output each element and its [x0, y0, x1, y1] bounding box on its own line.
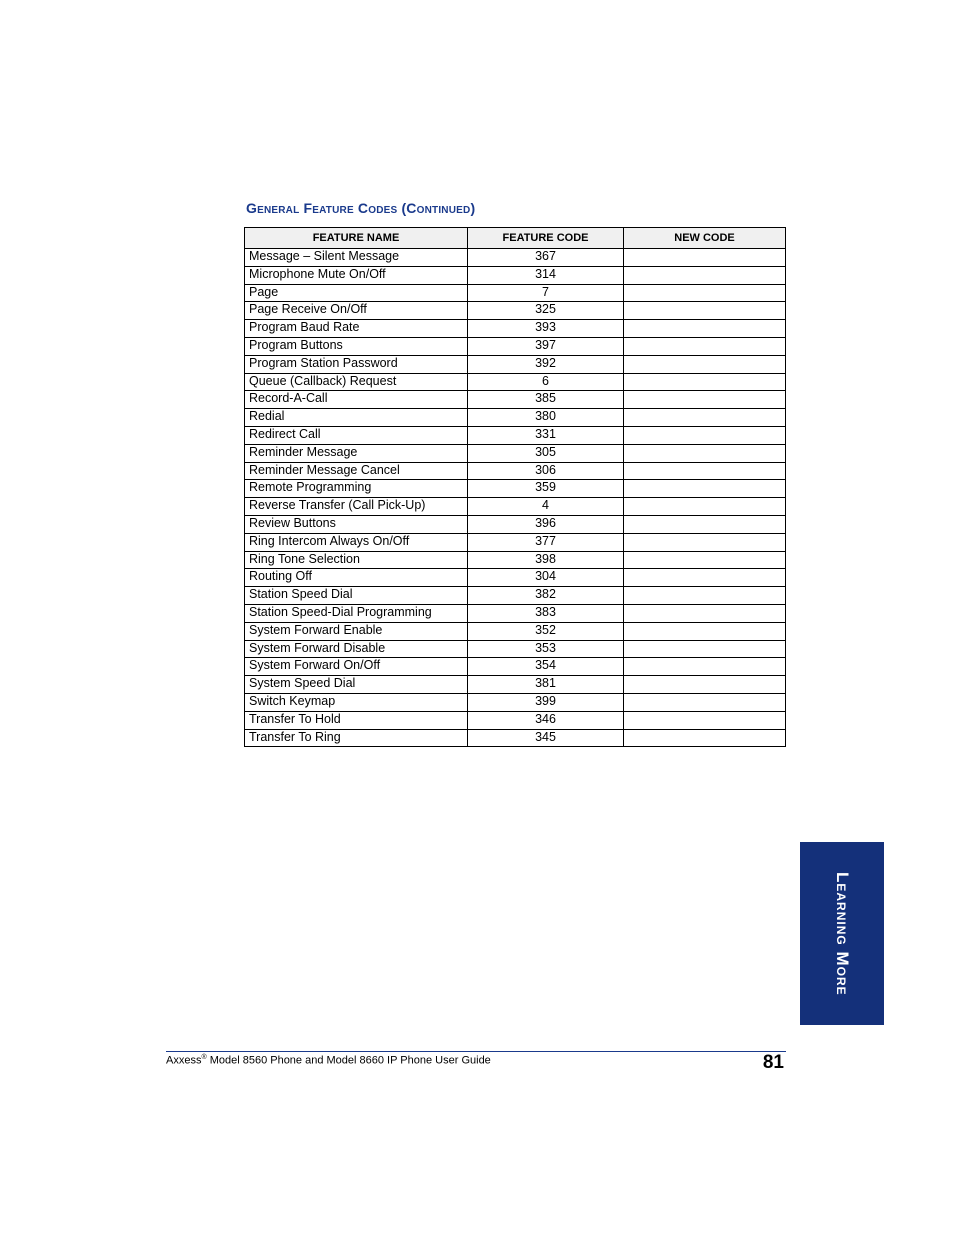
feature-code-cell: 325 — [468, 302, 624, 320]
feature-name-cell: Page Receive On/Off — [245, 302, 468, 320]
feature-code-cell: 345 — [468, 729, 624, 747]
table-row — [245, 373, 786, 391]
footer-divider — [166, 1051, 786, 1052]
table-row — [245, 693, 786, 711]
feature-name-cell: Reminder Message — [245, 444, 468, 462]
feature-code-cell: 377 — [468, 533, 624, 551]
new-code-cell — [624, 249, 786, 267]
registered-mark: ® — [201, 1054, 207, 1061]
table-row — [245, 640, 786, 658]
new-code-cell — [624, 426, 786, 444]
column-header-new-code: NEW CODE — [624, 228, 786, 249]
feature-code-cell: 304 — [468, 569, 624, 587]
table-row — [245, 587, 786, 605]
feature-name-cell: Page — [245, 284, 468, 302]
feature-code-cell: 354 — [468, 658, 624, 676]
feature-code-cell: 353 — [468, 640, 624, 658]
column-header-feature-name: FEATURE NAME — [245, 228, 468, 249]
feature-code-cell: 4 — [468, 498, 624, 516]
table-row — [245, 426, 786, 444]
footer-guide-name: Model 8560 Phone and Model 8660 IP Phone User Guide — [206, 1054, 491, 1067]
section-side-tab — [800, 842, 884, 1025]
table-row — [245, 604, 786, 622]
feature-name-cell: Microphone Mute On/Off — [245, 266, 468, 284]
table-row — [245, 462, 786, 480]
feature-name-cell: Program Buttons — [245, 337, 468, 355]
feature-name-cell: System Forward On/Off — [245, 658, 468, 676]
feature-code-cell: 385 — [468, 391, 624, 409]
new-code-cell — [624, 320, 786, 338]
feature-name-cell: Message – Silent Message — [245, 249, 468, 267]
new-code-cell — [624, 462, 786, 480]
new-code-cell — [624, 284, 786, 302]
table-row — [245, 515, 786, 533]
column-header-feature-code: FEATURE CODE — [468, 228, 624, 249]
feature-code-cell: 331 — [468, 426, 624, 444]
new-code-cell — [624, 533, 786, 551]
feature-code-cell: 367 — [468, 249, 624, 267]
table-row — [245, 409, 786, 427]
table-row — [245, 337, 786, 355]
feature-code-cell: 306 — [468, 462, 624, 480]
table-row — [245, 302, 786, 320]
new-code-cell — [624, 266, 786, 284]
new-code-cell — [624, 640, 786, 658]
new-code-cell — [624, 302, 786, 320]
table-row — [245, 249, 786, 267]
side-tab-label: Learning More — [833, 871, 852, 996]
feature-name-cell: Transfer To Hold — [245, 711, 468, 729]
feature-name-cell: Station Speed-Dial Programming — [245, 604, 468, 622]
table-row — [245, 622, 786, 640]
feature-name-cell: Remote Programming — [245, 480, 468, 498]
table-row — [245, 480, 786, 498]
table-row — [245, 284, 786, 302]
feature-name-cell: Program Baud Rate — [245, 320, 468, 338]
table-row — [245, 658, 786, 676]
new-code-cell — [624, 515, 786, 533]
feature-code-cell: 381 — [468, 676, 624, 694]
new-code-cell — [624, 355, 786, 373]
feature-code-cell: 399 — [468, 693, 624, 711]
feature-code-cell: 359 — [468, 480, 624, 498]
feature-code-cell: 352 — [468, 622, 624, 640]
feature-code-cell: 392 — [468, 355, 624, 373]
feature-name-cell: Ring Intercom Always On/Off — [245, 533, 468, 551]
feature-name-cell: Program Station Password — [245, 355, 468, 373]
feature-name-cell: Ring Tone Selection — [245, 551, 468, 569]
feature-name-cell: Transfer To Ring — [245, 729, 468, 747]
table-row — [245, 355, 786, 373]
table-row — [245, 391, 786, 409]
table-row — [245, 498, 786, 516]
footer-guide-title — [166, 1054, 491, 1067]
table-header-row — [245, 228, 786, 249]
table-row — [245, 676, 786, 694]
feature-name-cell: Reverse Transfer (Call Pick-Up) — [245, 498, 468, 516]
table-row — [245, 729, 786, 747]
new-code-cell — [624, 587, 786, 605]
new-code-cell — [624, 622, 786, 640]
new-code-cell — [624, 337, 786, 355]
page-number: 81 — [762, 1052, 784, 1073]
new-code-cell — [624, 391, 786, 409]
feature-codes-table — [244, 227, 786, 747]
feature-name-cell: Routing Off — [245, 569, 468, 587]
table-row — [245, 444, 786, 462]
new-code-cell — [624, 658, 786, 676]
feature-name-cell: Redirect Call — [245, 426, 468, 444]
feature-code-cell: 305 — [468, 444, 624, 462]
new-code-cell — [624, 409, 786, 427]
table-body — [245, 249, 786, 747]
new-code-cell — [624, 498, 786, 516]
feature-code-cell: 346 — [468, 711, 624, 729]
feature-code-cell: 380 — [468, 409, 624, 427]
new-code-cell — [624, 551, 786, 569]
new-code-cell — [624, 569, 786, 587]
new-code-cell — [624, 729, 786, 747]
new-code-cell — [624, 373, 786, 391]
feature-code-cell: 6 — [468, 373, 624, 391]
feature-code-cell: 382 — [468, 587, 624, 605]
table-row — [245, 533, 786, 551]
table-row — [245, 569, 786, 587]
feature-name-cell: System Forward Disable — [245, 640, 468, 658]
section-heading: General Feature Codes (Continued) — [246, 200, 476, 216]
feature-name-cell: Switch Keymap — [245, 693, 468, 711]
table-row — [245, 320, 786, 338]
feature-code-cell: 314 — [468, 266, 624, 284]
feature-name-cell: Redial — [245, 409, 468, 427]
feature-name-cell: System Speed Dial — [245, 676, 468, 694]
new-code-cell — [624, 604, 786, 622]
table-row — [245, 266, 786, 284]
feature-name-cell: Record-A-Call — [245, 391, 468, 409]
footer-brand: Axxess — [166, 1054, 202, 1067]
new-code-cell — [624, 693, 786, 711]
feature-code-cell: 398 — [468, 551, 624, 569]
table-row — [245, 711, 786, 729]
new-code-cell — [624, 676, 786, 694]
feature-code-cell: 393 — [468, 320, 624, 338]
feature-name-cell: Queue (Callback) Request — [245, 373, 468, 391]
feature-name-cell: Station Speed Dial — [245, 587, 468, 605]
feature-code-cell: 383 — [468, 604, 624, 622]
new-code-cell — [624, 444, 786, 462]
feature-name-cell: Reminder Message Cancel — [245, 462, 468, 480]
feature-code-cell: 396 — [468, 515, 624, 533]
new-code-cell — [624, 711, 786, 729]
feature-name-cell: System Forward Enable — [245, 622, 468, 640]
feature-name-cell: Review Buttons — [245, 515, 468, 533]
feature-code-cell: 7 — [468, 284, 624, 302]
new-code-cell — [624, 480, 786, 498]
feature-code-cell: 397 — [468, 337, 624, 355]
table-row — [245, 551, 786, 569]
